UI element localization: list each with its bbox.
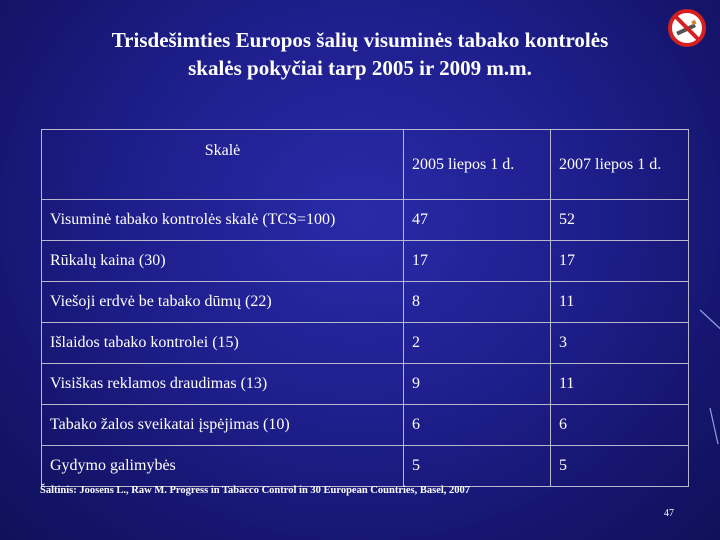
cell-2005-value: 2 [404,323,551,364]
tobacco-control-table [41,129,689,487]
cell-2005-value: 17 [404,241,551,282]
cell-2007-value: 52 [551,200,689,241]
cell-scale-name: Rūkalų kaina (30) [42,241,404,282]
cell-scale-name: Viešoji erdvė be tabako dūmų (22) [42,282,404,323]
decorative-line-2 [708,406,720,446]
header-2007: 2007 liepos 1 d. [551,130,689,200]
cell-2007-value: 6 [551,405,689,446]
table-row [42,241,689,282]
slide-title [40,26,680,82]
cell-2005-value: 9 [404,364,551,405]
cell-scale-name: Gydymo galimybės [42,446,404,487]
table-row [42,282,689,323]
header-2005: 2005 liepos 1 d. [404,130,551,200]
slide-title-line-2: skalės pokyčiai tarp 2005 ir 2009 m.m. [188,56,532,80]
cell-scale-name: Visiškas reklamos draudimas (13) [42,364,404,405]
table-row [42,323,689,364]
slide-title-line-1: Trisdešimties Europos šalių visuminės tabako kontrolės [111,28,609,52]
cell-2007-value: 3 [551,323,689,364]
source-citation: Šaltinis: Joosens L., Raw M. Progress in Tabacco Control in 30 European Countries, Basel, 2007 [40,485,471,496]
cell-scale-name: Tabako žalos sveikatai įspėjimas (10) [42,405,404,446]
cell-scale-name: Išlaidos tabako kontrolei (15) [42,323,404,364]
page-number: 47 [664,508,674,519]
cell-2007-value: 11 [551,364,689,405]
cell-2007-value: 5 [551,446,689,487]
cell-2005-value: 5 [404,446,551,487]
table-row [42,446,689,487]
cell-2007-value: 17 [551,241,689,282]
header-scale: Skalė [42,130,404,200]
cell-2005-value: 47 [404,200,551,241]
table-header-row [42,130,689,200]
table-row [42,364,689,405]
cell-2005-value: 6 [404,405,551,446]
cell-2005-value: 8 [404,282,551,323]
decorative-line [698,308,720,336]
cell-scale-name: Visuminė tabako kontrolės skalė (TCS=100) [42,200,404,241]
table-row [42,200,689,241]
cell-2007-value: 11 [551,282,689,323]
table-row [42,405,689,446]
no-smoking-icon [667,8,707,48]
